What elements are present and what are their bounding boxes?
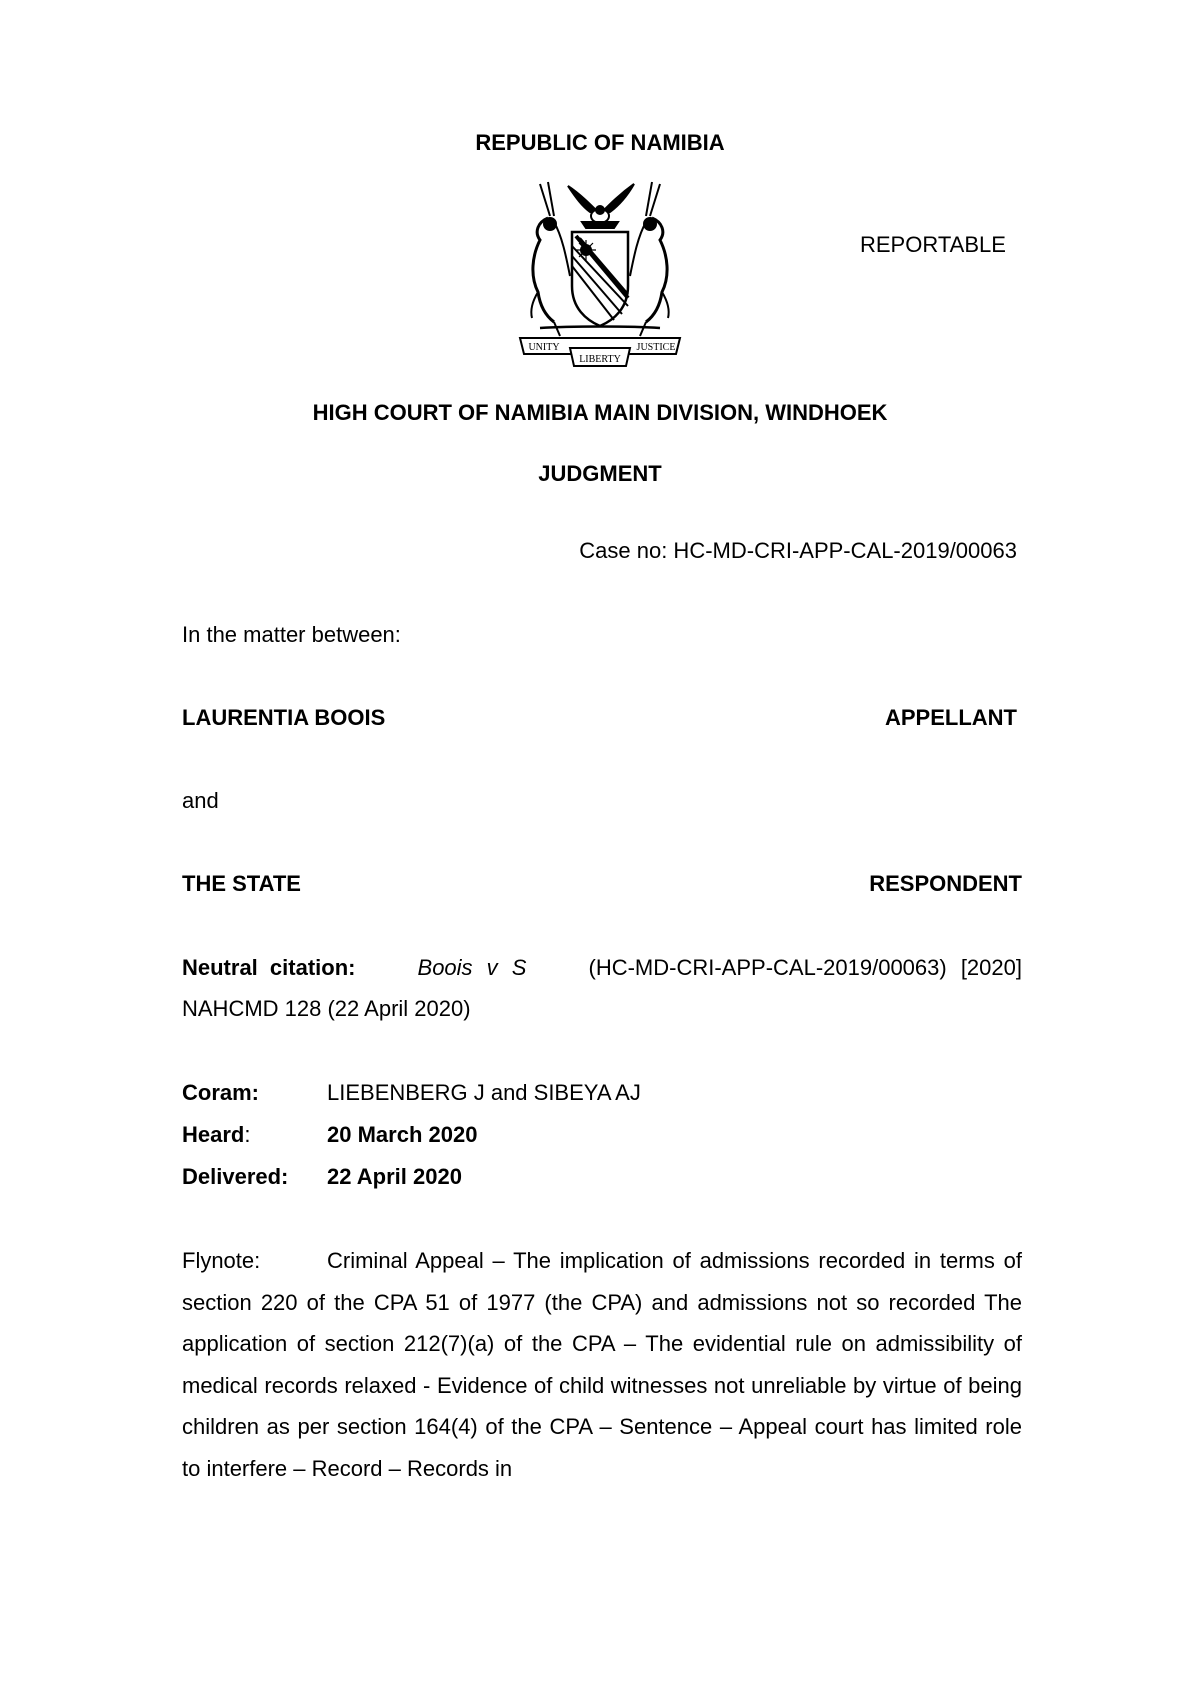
- respondent-role: RESPONDENT: [869, 871, 1022, 896]
- citation-case-name: Boois v S: [417, 955, 527, 980]
- appellant-name: LAURENTIA BOOIS: [182, 705, 386, 730]
- namibia-coat-of-arms-icon: [510, 176, 690, 370]
- delivered-label: Delivered:: [182, 1164, 289, 1189]
- judgment-heading: JUDGMENT: [538, 461, 662, 486]
- flynote-label: Flynote:: [182, 1248, 261, 1273]
- citation-label: Neutral citation:: [182, 955, 356, 980]
- coram-label: Coram:: [182, 1080, 260, 1105]
- motto-unity: UNITY: [528, 342, 560, 353]
- motto-justice: JUSTICE: [636, 342, 676, 353]
- appellant-role: APPELLANT: [885, 705, 1017, 730]
- and-text: and: [182, 788, 219, 813]
- citation-line-2: NAHCMD 128 (22 April 2020): [182, 996, 471, 1021]
- coram-value: LIEBENBERG J and SIBEYA AJ: [327, 1080, 641, 1105]
- case-number: Case no: HC-MD-CRI-APP-CAL-2019/00063: [579, 538, 1017, 563]
- delivered-value: 22 April 2020: [327, 1164, 462, 1189]
- heard-row-label: [182, 1122, 250, 1148]
- citation-line-1: [182, 955, 1022, 981]
- heard-value: 20 March 2020: [327, 1122, 478, 1147]
- motto-liberty: LIBERTY: [579, 354, 621, 365]
- matter-intro: In the matter between:: [182, 622, 401, 647]
- republic-heading: REPUBLIC OF NAMIBIA: [475, 130, 725, 155]
- citation-reference: (HC-MD-CRI-APP-CAL-2019/00063) [2020]: [588, 955, 1022, 980]
- heard-label: Heard: [182, 1122, 245, 1147]
- heard-colon: :: [244, 1122, 251, 1147]
- flynote-text: Criminal Appeal – The implication of admissions recorded in terms of section 220 of the CPA 51 of 1977 (the CPA) and admissions not so recorded The application of section 212(7)(a) of the CPA – The evidential rule on admissibility of medical records relaxed - Evidence of child witnesses not unreliable by virtue of being children as per section 164(4) of the CPA – Sentence – Appeal court has limited role to interfere – Record – Records in: [182, 1248, 1022, 1481]
- flynote-paragraph: [182, 1240, 1022, 1489]
- reportable-label: REPORTABLE: [860, 232, 1006, 257]
- court-heading: HIGH COURT OF NAMIBIA MAIN DIVISION, WINDHOEK: [312, 400, 888, 425]
- respondent-name: THE STATE: [182, 871, 301, 896]
